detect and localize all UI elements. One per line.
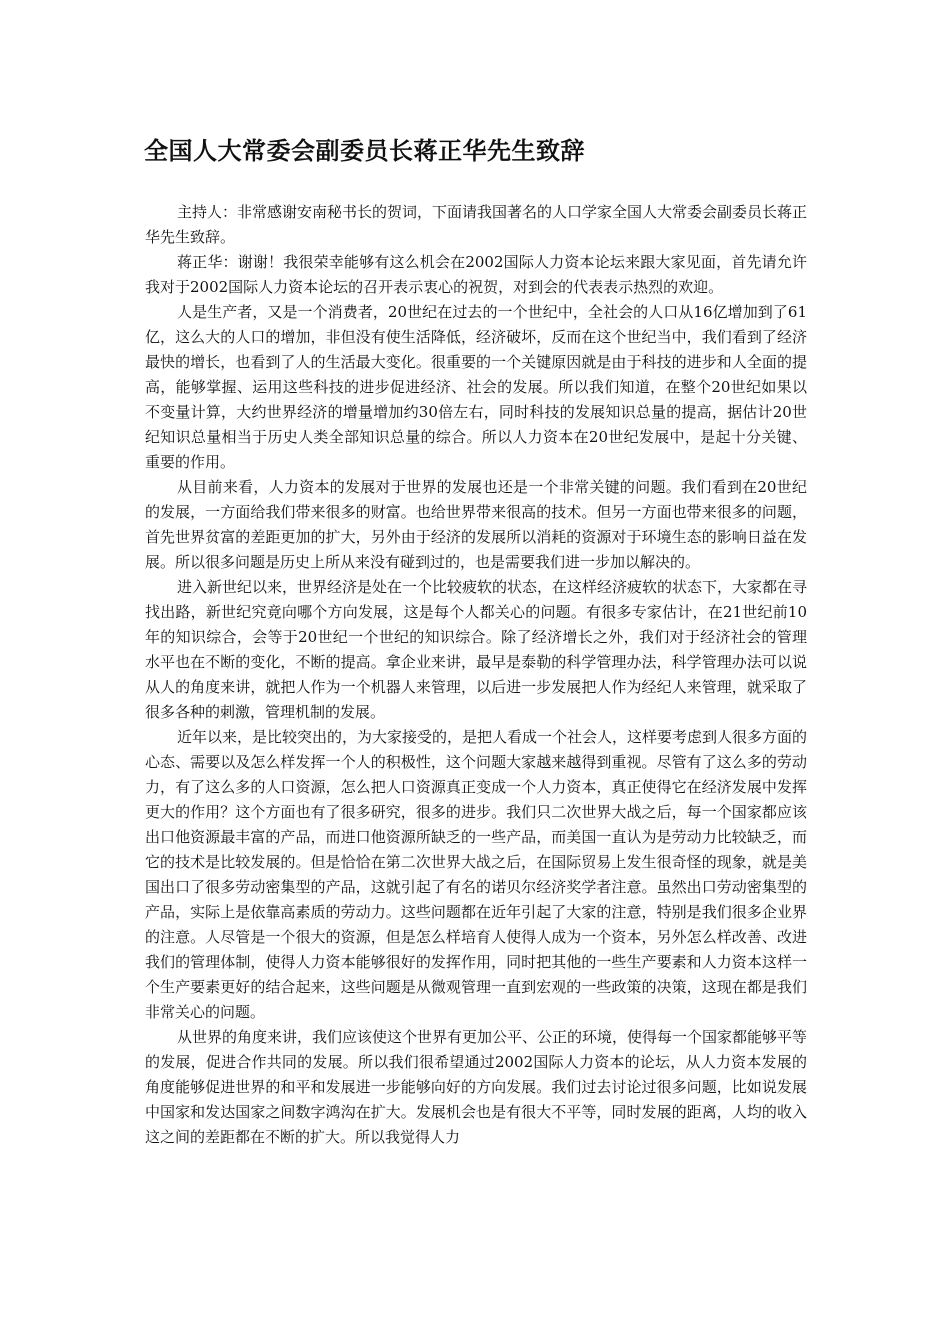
paragraph-current-issues: 从目前来看，人力资本的发展对于世界的发展也还是一个非常关键的问题。我们看到在20世纪的发展，一方面给我们带来很多的财富。也给世界带来很高的技术。但另一方面也带来很多的问题，首先世界贫富的差距更加的扩大，另外由于经济的发展所以消耗的资源对于环境生态的影响日益在发展。所以很多问题是历史上所从来没有碰到过的，也是需要我们进一步加以解决的。 — [145, 478, 807, 571]
paragraph-new-century: 进入新世纪以来，世界经济是处在一个比较疲软的状态，在这样经济疲软的状态下，大家都在寻找出路，新世纪究竟向哪个方向发展，这是每个人都关心的问题。有很多专家估计，在21世纪前10年的知识综合，会等于20世纪一个世纪的知识综合。除了经济增长之外，我们对于经济社会的管理水平也在不断的变化，不断的提高。拿企业来讲，最早是泰勒的科学管理办法，科学管理办法可以说从人的角度来讲，就把人作为一个机器人来管理，以后进一步发展把人作为经纪人来管理，就采取了很多各种的刺激，管理机制的发展。 — [145, 578, 808, 721]
document-title: 全国人大常委会副委员长蒋正华先生致辞 — [144, 136, 585, 165]
paragraph-world-perspective: 从世界的角度来讲，我们应该使这个世界有更加公平、公正的环境，使得每一个国家都能够平等的发展，促进合作共同的发展。所以我们很希望通过2002国际人力资本的论坛，从人力资本发展的角度能够促进世界的和平和发展进一步能够向好的方向发展。我们过去讨论过很多问题，比如说发展中国家和发达国家之间数字鸿沟在扩大。发展机会也是有很大不平等，同时发展的距离，人均的收入这之间的差距都在不断的扩大。所以我觉得人力 — [145, 1028, 808, 1146]
paragraph-speaker-greeting: 蒋正华：谢谢！我很荣幸能够有这么机会在2002国际人力资本论坛来跟大家见面，首先请允许我对于2002国际人力资本论坛的召开表示衷心的祝贺，对到会的代表表示热烈的欢迎。 — [145, 253, 807, 296]
paragraph-host-intro: 主持人：非常感谢安南秘书长的贺词，下面请我国著名的人口学家全国人大常委会副委员长蒋正华先生致辞。 — [145, 203, 808, 246]
document-body — [145, 200, 807, 1150]
paragraph-human-capital-20th-century: 人是生产者，又是一个消费者，20世纪在过去的一个世纪中，全社会的人口从16亿增加到了61亿，这么大的人口的增加，非但没有使生活降低，经济破坏，反而在这个世纪当中，我们看到了经济最快的增长，也看到了人的生活最大变化。很重要的一个关键原因就是由于科技的进步和人全面的提高，能够掌握、运用这些科技的进步促进经济、社会的发展。所以我们知道，在整个20世纪如果以不变量计算，大约世界经济的增量增加约30倍左右，同时科技的发展知识总量的提高，据估计20世纪知识总量相当于历史人类全部知识总量的综合。所以人力资本在20世纪发展中，是起十分关键、重要的作用。 — [145, 303, 807, 471]
paragraph-social-person: 近年以来，是比较突出的，为大家接受的，是把人看成一个社会人，这样要考虑到人很多方面的心态、需要以及怎么样发挥一个人的积极性，这个问题大家越来越得到重视。尽管有了这么多的劳动力，有了这么多的人口资源，怎么把人口资源真正变成一个人力资本，真正使得它在经济发展中发挥更大的作用？这个方面也有了很多研究，很多的进步。我们只二次世界大战之后，每一个国家都应该出口他资源最丰富的产品，而进口他资源所缺乏的一些产品，而美国一直认为是劳动力比较缺乏，而它的技术是比较发展的。但是恰恰在第二次世界大战之后，在国际贸易上发生很奇怪的现象，就是美国出口了很多劳动密集型的产品，这就引起了有名的诺贝尔经济奖学者注意。虽然出口劳动密集型的产品，实际上是依靠高素质的劳动力。这些问题都在近年引起了大家的注意，特别是我们很多企业界的注意。人尽管是一个很大的资源，但是怎么样培育人使得人成为一个资本，另外怎么样改善、改进我们的管理体制，使得人力资本能够很好的发挥作用，同时把其他的一些生产要素和人力资本这样一个生产要素更好的结合起来，这些问题是从微观管理一直到宏观的一些政策的决策，这现在都是我们非常关心的问题。 — [145, 728, 808, 1021]
